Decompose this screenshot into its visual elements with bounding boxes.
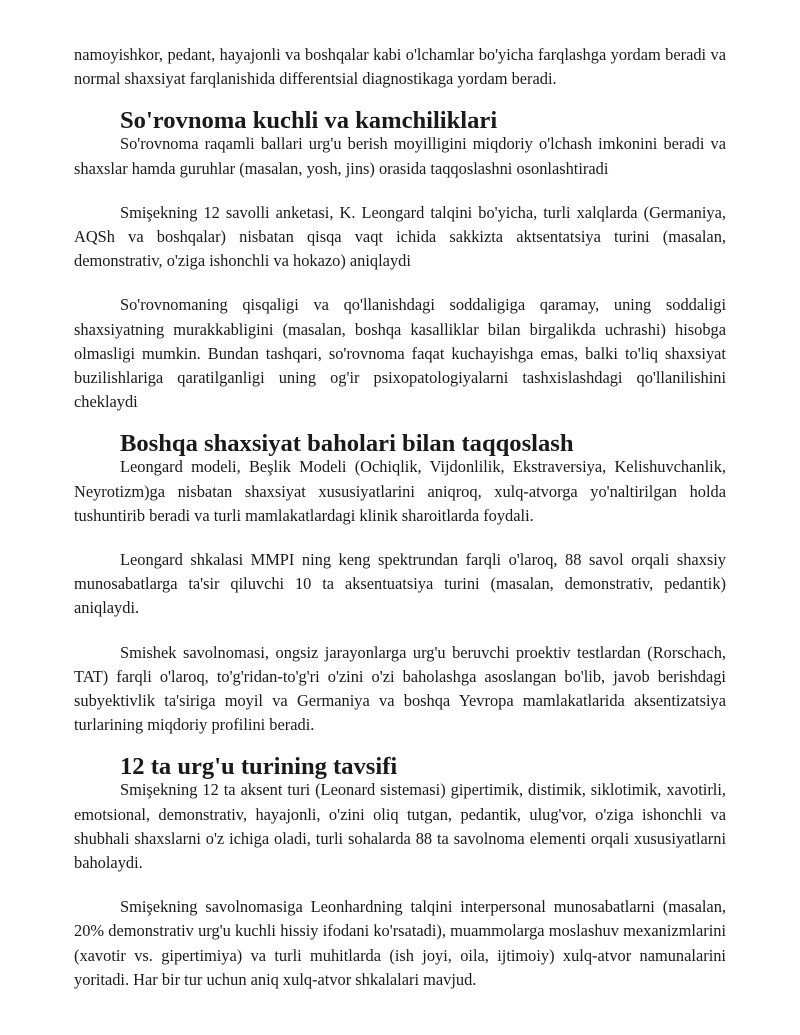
paragraph: Smişekning 12 ta aksent turi (Leonard sistemasi) gipertimik, distimik, siklotimik, xavotirli, emotsional, demonstrativ, hayajonli, o'zini oliq tutgan, pedantik, ulug'vor, o'ziga ishonchli va shubhali shaxslarni o'z ichiga oladi, turli sohalarda 88 ta savolnoma elementi orqali xususiyatlarni baholaydi.: [74, 780, 726, 873]
paragraph: Smişekning 12 savolli anketasi, K. Leongard talqini bo'yicha, turli xalqlarda (Germaniya, AQSh va boshqalar) nisbatan qisqa vaqt ichida sakkizta aktsentatsiya turini (masalan, demonstrativ, o'ziga ishonchli va hokazo) aniqlaydi: [74, 202, 726, 271]
paragraph: Smişekning savolnomasiga Leonhardning talqini interpersonal munosabatlarni (masalan, 20% demonstrativ urg'u kuchli hissiy ifodani ko'rsatadi), muammolarga moslashuv mexanizmlarini (xavotir vs. gipertimiya) va turli muhitlarda (ish joyi, oila, ijtimoiy) xulq-atvor namunalarini yoritadi. Har bir tur uchun aniq xulq-atvor shkalalari mavjud.: [74, 897, 726, 989]
paragraph: Leongard shkalasi MMPI ning keng spektrundan farqli o'laroq, 88 savol orqali shaxsiy munosabatlarga ta'sir qiluvchi 10 ta aksentuatsiya turini (masalan, demonstrativ, pedantik) aniqlaydi.: [74, 550, 726, 618]
spacer: [74, 528, 726, 548]
paragraph: Smishek savolnomasi, ongsiz jarayonlarga urg'u beruvchi proektiv testlardan (Rorschach, TAT) farqli o'laroq, to'g'ridan-to'g'ri o'zini o'zi baholashga asoslangan bo'lib, javob berishdagi subyektivlik ta'siriga moyil va Germaniya va boshqa Yevropa mamlakatlarida aksentizatsiya turlarining miqdoriy profilini beradi.: [74, 642, 726, 735]
section-heading-comparison: Boshqa shaxsiyat baholari bilan taqqoslash: [120, 430, 574, 458]
section-heading-types: 12 ta urg'u turining tavsifi: [120, 753, 398, 781]
spacer: [74, 273, 726, 293]
spacer: [74, 875, 726, 895]
spacer: [74, 621, 726, 641]
paragraph: So'rovnoma raqamli ballari urg'u berish moyilligini miqdoriy o'lchash imkonini beradi va shaxslar hamda guruhlar (masalan, yosh, jins) orasida taqqoslashni osonlashtiradi: [74, 134, 726, 178]
paragraph: So'rovnomaning qisqaligi va qo'llanishdagi soddaligiga qaramay, uning soddaligi shaxsiyatning murakkabligini (masalan, boshqa kasalliklar bilan birgalikda uchrashi) hisobga olmasligi mumkin. Bundan tashqari, so'rovnoma faqat kuchayishga emas, balki to'liq shaxsiyat buzilishlariga qaratilganligi uning og'ir psixopatologiyalarni tashxislashdagi qo'llanilishini cheklaydi: [74, 295, 726, 412]
intro-paragraph: namoyishkor, pedant, hayajonli va boshqalar kabi o'lchamlar bo'yicha farqlashga yordam beradi va normal shaxsiyat farqlanishida differentsial diagnostikaga yordam beradi.: [74, 45, 726, 89]
paragraph: Leongard modeli, Beşlik Modeli (Ochiqlik, Vijdonlilik, Ekstraversiya, Kelishuvchanlik, Neyrotizm)ga nisbatan shaxsiyat xususiyatlarini aniqroq, xulq-atvorga yo'naltirilgan holda tushuntirib beradi va turli mamlakatlardagi klinik sharoitlarda foydali.: [74, 457, 726, 525]
spacer: [74, 181, 726, 201]
section-heading-strengths: So'rovnoma kuchli va kamchiliklari: [120, 107, 498, 135]
